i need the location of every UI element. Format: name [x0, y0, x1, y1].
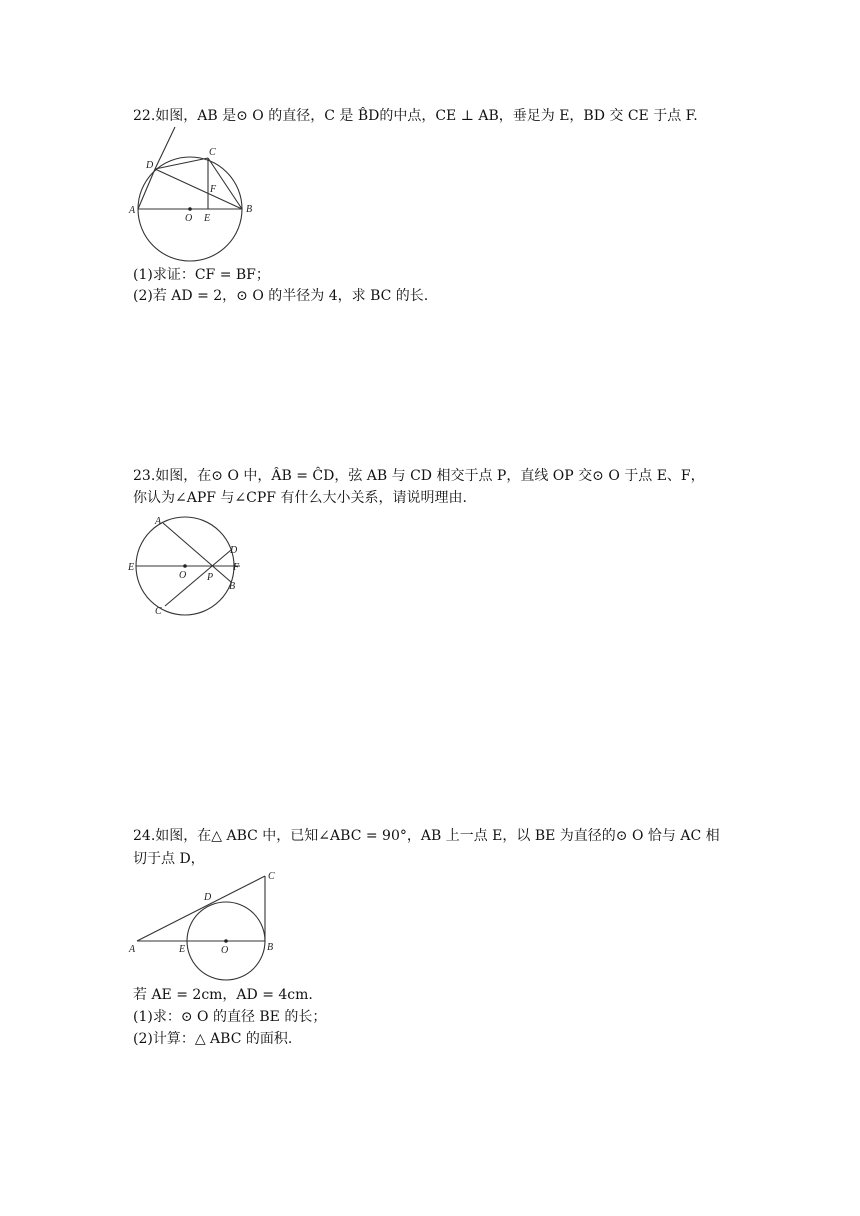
problem-23-number: 23. — [133, 468, 156, 484]
label-o: O — [185, 213, 193, 224]
label-o: O — [179, 570, 187, 581]
problem-24-number: 24. — [133, 828, 156, 844]
center-dot — [188, 207, 192, 211]
problem-24-q1: (1)求：⊙ O 的直径 BE 的长； — [133, 1009, 327, 1025]
problem-22-number: 22. — [133, 108, 156, 124]
problem-24-q2: (2)计算：△ ABC 的面积. — [133, 1031, 293, 1047]
label-b: B — [267, 942, 274, 953]
center-dot — [224, 939, 228, 943]
label-c: C — [268, 871, 275, 882]
label-f: F — [233, 562, 240, 573]
problem-22-text: 如图，AB 是⊙ O 的直径，C 是 B̂D的中点，CE ⊥ AB，垂足为 E，BD 交 CE 于点 F. — [155, 108, 698, 124]
problem-23-statement-line1 — [133, 466, 705, 486]
problem-24-text: 如图，在△ ABC 中，已知∠ABC = 90°，AB 上一点 E，以 BE 为直径的⊙ O 恰与 AC 相 — [155, 828, 720, 844]
label-o: O — [221, 945, 229, 956]
problem-23-statement-line2: 你认为∠APF 与∠CPF 有什么大小关系，请说明理由. — [133, 490, 467, 506]
label-e: E — [179, 944, 186, 955]
problem-24-figure — [125, 868, 285, 983]
label-a: A — [129, 944, 136, 955]
segment-dc — [155, 158, 208, 169]
label-b: B — [246, 204, 253, 215]
label-e: E — [204, 213, 211, 224]
center-dot — [183, 564, 187, 568]
label-d: D — [204, 892, 212, 903]
problem-23-figure — [125, 512, 255, 622]
label-a: A — [129, 205, 136, 216]
segment-ac — [137, 876, 265, 941]
segment-ad — [138, 169, 155, 209]
label-d: D — [146, 160, 154, 171]
problem-23-text: 如图，在⊙ O 中，ÂB = ĈD，弦 AB 与 CD 相交于点 P，直线 OP 交⊙ O 于点 E、F， — [155, 468, 705, 484]
label-e: E — [128, 562, 135, 573]
problem-24-statement-line1 — [133, 826, 720, 846]
problem-22-q2: (2)若 AD = 2，⊙ O 的半径为 4，求 BC 的长. — [133, 288, 429, 304]
label-c: C — [155, 606, 162, 617]
problem-24-statement-line2: 切于点 D， — [133, 851, 205, 867]
label-p: P — [207, 572, 214, 583]
label-c: C — [209, 147, 216, 158]
problem-24-given: 若 AE = 2cm，AD = 4cm. — [133, 987, 313, 1003]
problem-22-q1: (1)求证：CF = BF； — [133, 267, 270, 283]
problem-22-figure — [125, 125, 265, 265]
problem-22-statement — [133, 106, 698, 126]
label-a: A — [155, 516, 162, 527]
extension-line — [155, 127, 175, 169]
label-d: D — [230, 545, 238, 556]
label-b: B — [229, 581, 236, 592]
chord-cd — [165, 550, 231, 606]
label-f: F — [210, 184, 217, 195]
